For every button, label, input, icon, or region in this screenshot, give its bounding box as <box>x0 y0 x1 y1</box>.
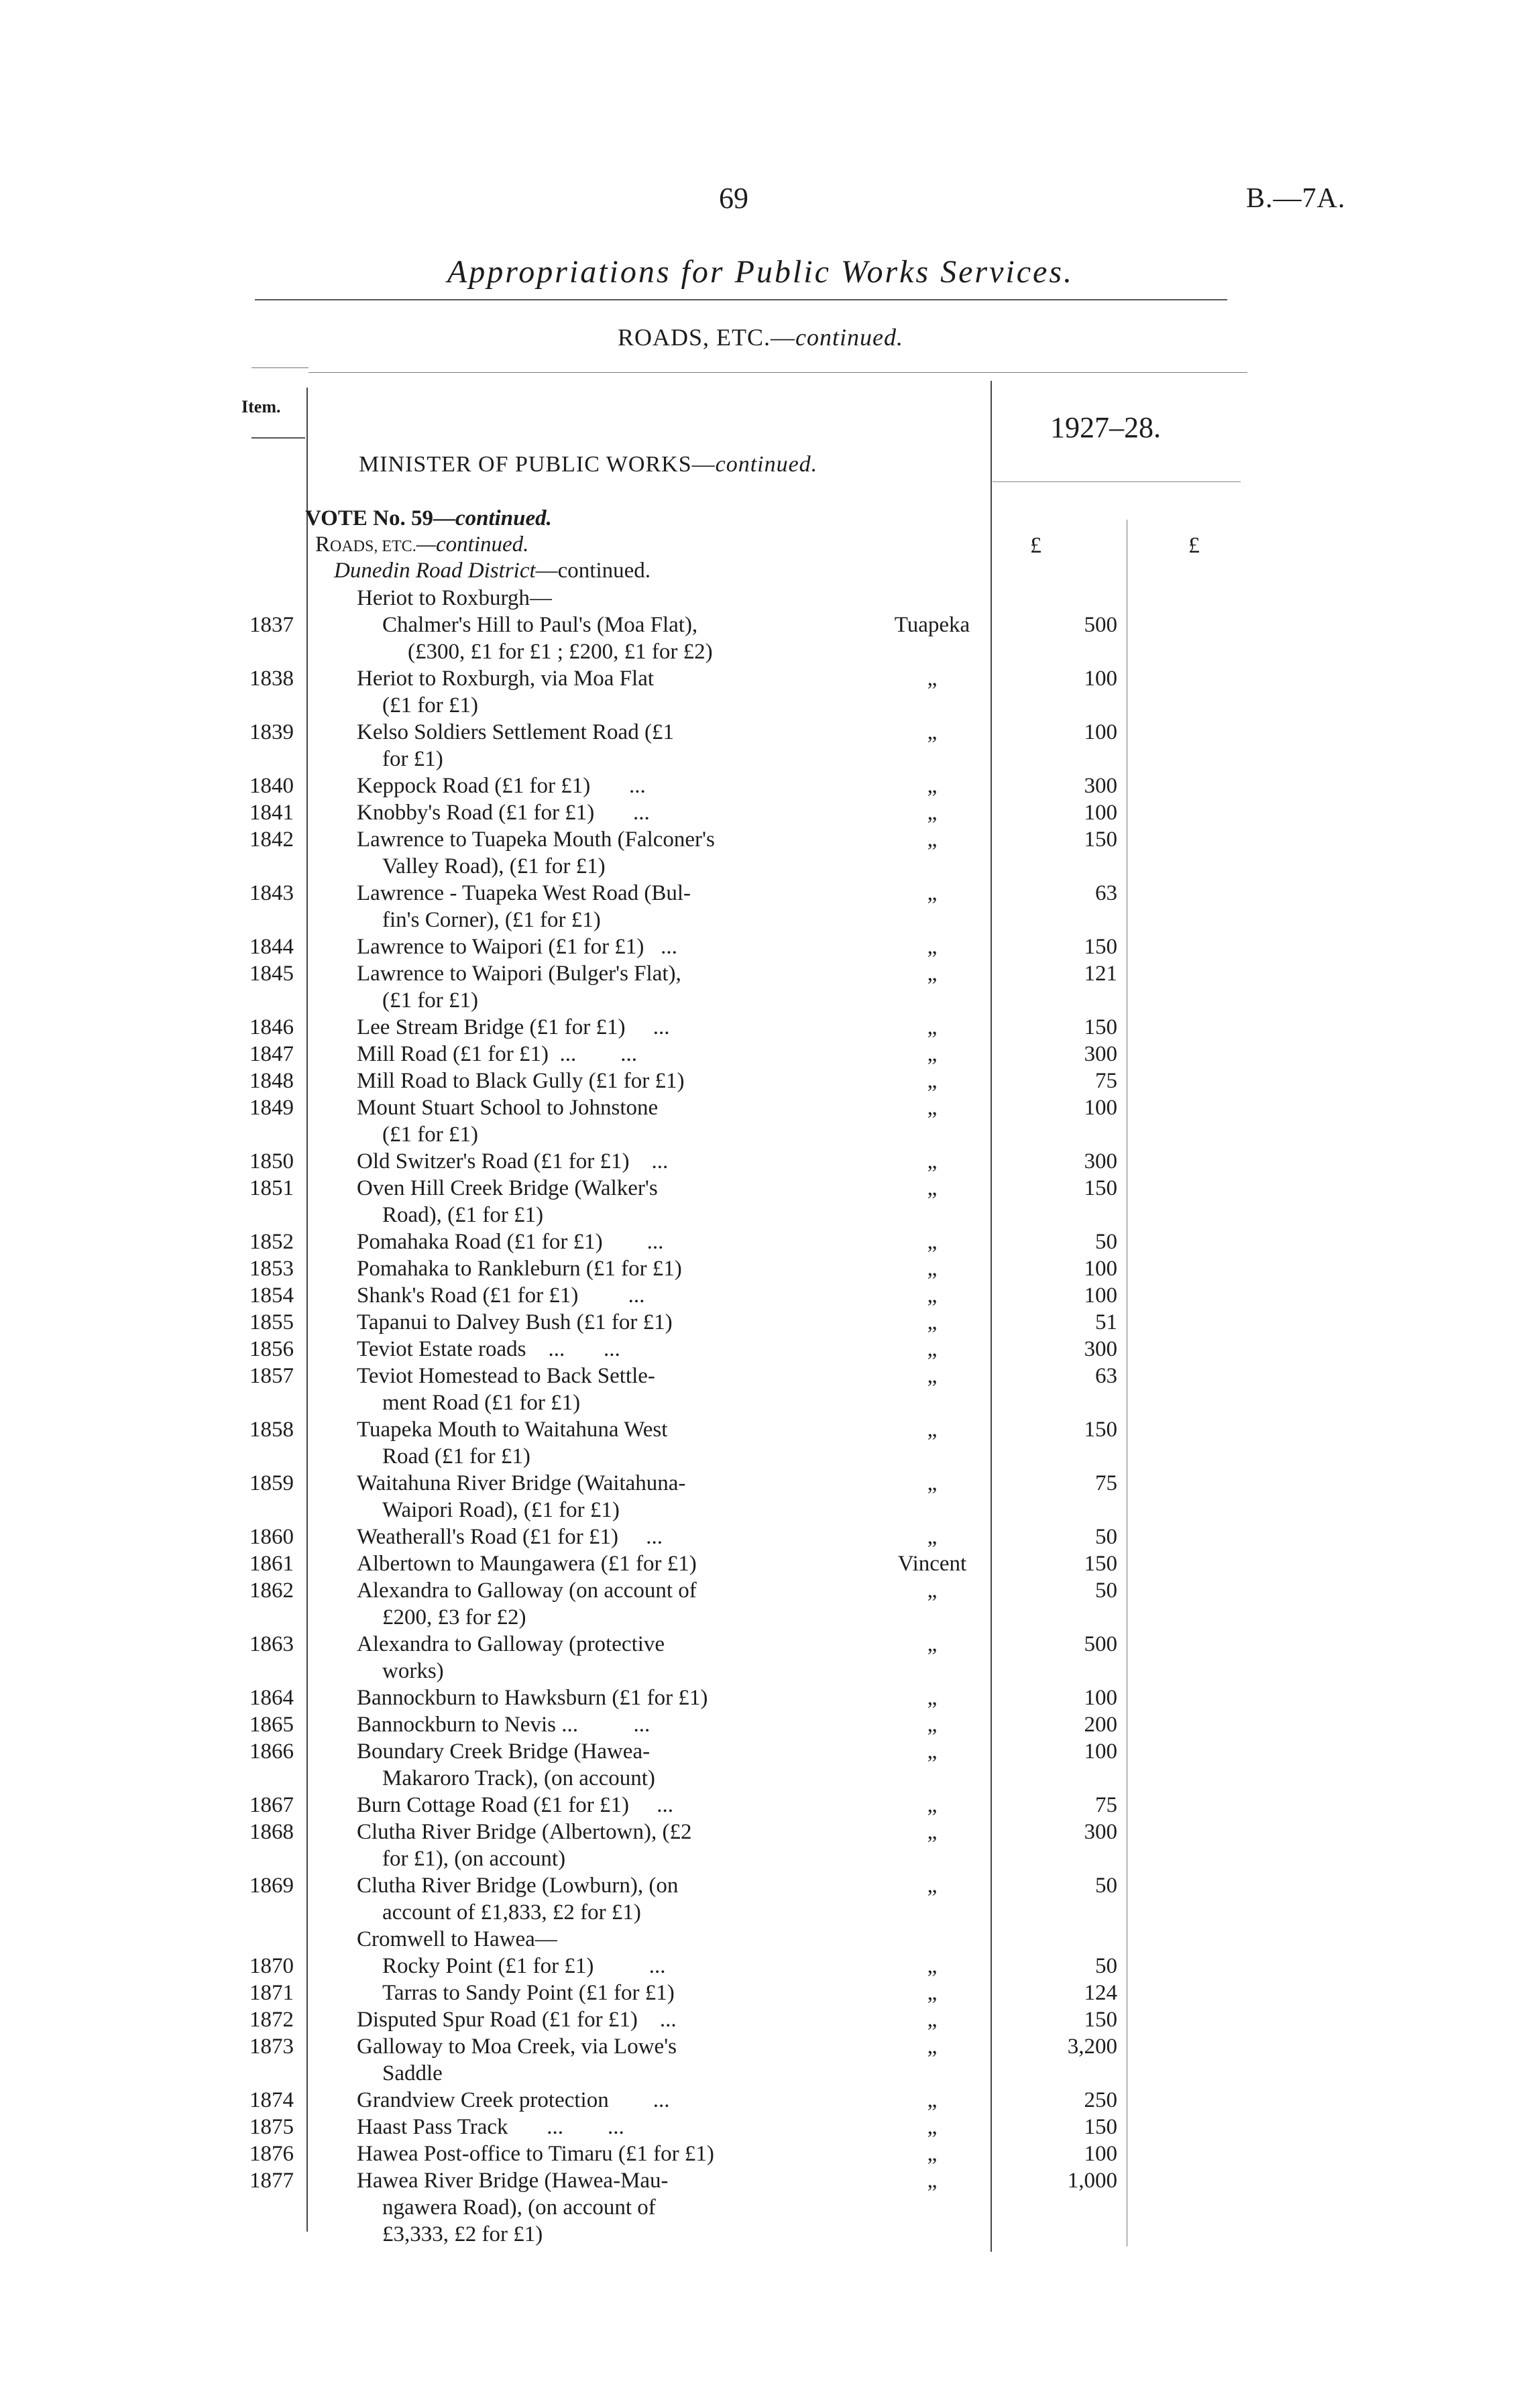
table-row <box>0 1336 1521 1363</box>
amount: 3,200 <box>1067 2034 1117 2059</box>
item-description: ngawera Road), (on account of <box>382 2195 656 2220</box>
table-row <box>0 585 1521 612</box>
item-description: Valley Road), (£1 for £1) <box>382 854 606 878</box>
item-number: 1868 <box>249 1820 294 1844</box>
amount: 100 <box>1084 1096 1117 1120</box>
table-row <box>0 1014 1521 1041</box>
item-description: (£1 for £1) <box>382 1123 478 1147</box>
pound-column-header: £ <box>1030 533 1041 558</box>
item-description: Albertown to Maungawera (£1 for £1) <box>357 1552 697 1576</box>
item-description: Rocky Point (£1 for £1) ... <box>382 1954 666 1978</box>
item-description: fin's Corner), (£1 for £1) <box>382 908 601 932</box>
item-description: Lee Stream Bridge (£1 for £1) ... <box>357 1015 670 1039</box>
district-location: „ <box>927 1686 938 1710</box>
item-number: 1873 <box>249 2034 294 2059</box>
table-row <box>0 2114 1521 2140</box>
district-location: „ <box>927 1713 938 1737</box>
table-row <box>0 1631 1521 1684</box>
item-number: 1860 <box>249 1525 294 1549</box>
district-location: „ <box>927 2034 938 2059</box>
item-number: 1870 <box>249 1954 294 1978</box>
district-location: „ <box>927 774 938 798</box>
table-row <box>0 2140 1521 2167</box>
section-continued: —continued. <box>416 532 529 557</box>
item-description: Hawea Post-office to Timaru (£1 for £1) <box>357 2142 714 2166</box>
item-number: 1839 <box>249 720 294 744</box>
table-row <box>0 772 1521 799</box>
amount: 124 <box>1084 1981 1117 2005</box>
item-description: Haast Pass Track ... ... <box>357 2115 624 2139</box>
item-number: 1851 <box>249 1176 294 1200</box>
item-description: for £1), (on account) <box>382 1847 566 1871</box>
district-location: „ <box>927 2115 938 2139</box>
item-description: Tapanui to Dalvey Bush (£1 for £1) <box>357 1310 673 1334</box>
item-number: 1861 <box>249 1552 294 1576</box>
district-location: „ <box>927 881 938 905</box>
item-description: Makaroro Track), (on account) <box>382 1766 655 1790</box>
item-description: Teviot Estate roads ... ... <box>357 1337 620 1361</box>
item-description: Mill Road (£1 for £1) ... ... <box>357 1042 637 1066</box>
item-description: Clutha River Bridge (Albertown), (£2 <box>357 1820 692 1844</box>
amount: 150 <box>1084 1176 1117 1200</box>
item-number: 1837 <box>249 613 294 637</box>
amount: 200 <box>1084 1713 1117 1737</box>
district-location: „ <box>927 1525 938 1549</box>
table-row <box>0 880 1521 933</box>
item-number: 1850 <box>249 1149 294 1173</box>
item-description: Boundary Creek Bridge (Hawea- <box>357 1739 651 1764</box>
minister-heading <box>359 452 818 477</box>
item-number: 1853 <box>249 1257 294 1281</box>
table-row <box>0 2006 1521 2033</box>
amount: 51 <box>1095 1310 1117 1334</box>
table-row <box>0 1470 1521 1524</box>
item-description: Keppock Road (£1 for £1) ... <box>357 774 646 798</box>
amount: 75 <box>1095 1793 1117 1817</box>
item-description: Waitahuna River Bridge (Waitahuna- <box>357 1471 686 1495</box>
item-description: Road (£1 for £1) <box>382 1444 530 1469</box>
item-description: (£300, £1 for £1 ; £200, £1 for £2) <box>408 640 713 664</box>
item-description: Heriot to Roxburgh— <box>357 586 552 610</box>
district-location: „ <box>927 1230 938 1254</box>
vote-heading <box>305 506 552 531</box>
district-location: „ <box>927 1632 938 1656</box>
item-number: 1869 <box>249 1874 294 1898</box>
item-number: 1844 <box>249 935 294 959</box>
amount: 150 <box>1084 2115 1117 2139</box>
item-number: 1854 <box>249 1283 294 1308</box>
table-row <box>0 1228 1521 1255</box>
table-row <box>0 1738 1521 1792</box>
amount: 75 <box>1095 1471 1117 1495</box>
amount: 300 <box>1084 1149 1117 1173</box>
district-heading <box>334 559 651 583</box>
district-location: „ <box>927 1337 938 1361</box>
district-location: „ <box>927 667 938 691</box>
amount: 100 <box>1084 667 1117 691</box>
table-row <box>0 612 1521 665</box>
item-description: Waipori Road), (£1 for £1) <box>382 1498 620 1522</box>
district-location: „ <box>927 2169 938 2193</box>
item-description: Hawea River Bridge (Hawea-Mau- <box>357 2169 669 2193</box>
section-subtitle <box>0 323 1521 351</box>
item-description: ment Road (£1 for £1) <box>382 1391 581 1415</box>
table-row <box>0 799 1521 826</box>
amount: 50 <box>1095 1954 1117 1978</box>
district-location: „ <box>927 2008 938 2032</box>
amount: 150 <box>1084 827 1117 852</box>
item-description: Saddle <box>382 2061 443 2085</box>
item-number: 1843 <box>249 881 294 905</box>
amount: 63 <box>1095 881 1117 905</box>
item-number: 1846 <box>249 1015 294 1039</box>
item-number: 1855 <box>249 1310 294 1334</box>
item-description: Heriot to Roxburgh, via Moa Flat <box>357 667 655 691</box>
amount: 63 <box>1095 1364 1117 1388</box>
district-location: „ <box>927 1471 938 1495</box>
district-location: „ <box>927 1364 938 1388</box>
table-row <box>0 1255 1521 1282</box>
item-number: 1858 <box>249 1418 294 1442</box>
table-row <box>0 1309 1521 1336</box>
table-top-rule-left <box>251 367 308 368</box>
district-location: „ <box>927 1579 938 1603</box>
item-number: 1875 <box>249 2115 294 2139</box>
item-number: 1867 <box>249 1793 294 1817</box>
subtitle-main: ROADS, ETC.— <box>618 324 796 351</box>
item-number: 1865 <box>249 1713 294 1737</box>
item-description: Weatherall's Road (£1 for £1) ... <box>357 1525 663 1549</box>
minister-main: MINISTER OF PUBLIC WORKS— <box>359 452 716 477</box>
pound-total-column-header: £ <box>1188 533 1200 558</box>
district-location: „ <box>927 1418 938 1442</box>
item-number: 1838 <box>249 667 294 691</box>
item-number: 1842 <box>249 827 294 852</box>
item-number: 1877 <box>249 2169 294 2193</box>
table-row <box>0 826 1521 880</box>
item-number: 1840 <box>249 774 294 798</box>
item-number: 1857 <box>249 1364 294 1388</box>
amount: 150 <box>1084 1418 1117 1442</box>
item-description: Teviot Homestead to Back Settle- <box>357 1364 655 1388</box>
item-description: Disputed Spur Road (£1 for £1) ... <box>357 2008 677 2032</box>
title-rule <box>255 299 1227 300</box>
section-cap: R <box>315 532 331 557</box>
table-row <box>0 2033 1521 2087</box>
item-number: 1876 <box>249 2142 294 2166</box>
item-number: 1848 <box>249 1069 294 1093</box>
table-row <box>0 2167 1521 2248</box>
amount: 100 <box>1084 1283 1117 1308</box>
item-description: Galloway to Moa Creek, via Lowe's <box>357 2034 677 2059</box>
amount: 100 <box>1084 1739 1117 1764</box>
district-location: Vincent <box>897 1552 967 1576</box>
amount: 100 <box>1084 2142 1117 2166</box>
item-description: Kelso Soldiers Settlement Road (£1 <box>357 720 674 744</box>
page-title: Appropriations for Public Works Services. <box>447 254 1074 290</box>
section-small: OADS, ETC. <box>330 538 416 555</box>
district-location: „ <box>927 1310 938 1334</box>
amount: 100 <box>1084 720 1117 744</box>
year-header-rule <box>993 481 1241 482</box>
table-row <box>0 1550 1521 1577</box>
item-description: works) <box>382 1659 444 1683</box>
table-row <box>0 1041 1521 1068</box>
amount: 300 <box>1084 774 1117 798</box>
item-number: 1862 <box>249 1579 294 1603</box>
amount: 250 <box>1084 2088 1117 2112</box>
item-number: 1852 <box>249 1230 294 1254</box>
fiscal-year-header: 1927–28. <box>1050 411 1161 444</box>
item-number: 1866 <box>249 1739 294 1764</box>
table-row <box>0 1792 1521 1819</box>
item-description: Pomahaka Road (£1 for £1) ... <box>357 1230 664 1254</box>
district-location: „ <box>927 801 938 825</box>
district-location: „ <box>927 720 938 744</box>
table-row <box>0 1175 1521 1228</box>
amount: 75 <box>1095 1069 1117 1093</box>
item-description: Road), (£1 for £1) <box>382 1203 544 1227</box>
table-row <box>0 1148 1521 1175</box>
table-row <box>0 1577 1521 1631</box>
district-location: „ <box>927 1820 938 1844</box>
item-description: Lawrence to Waipori (£1 for £1) ... <box>357 935 677 959</box>
amount: 150 <box>1084 1015 1117 1039</box>
item-description: Shank's Road (£1 for £1) ... <box>357 1283 645 1308</box>
district-location: „ <box>927 2088 938 2112</box>
district-location: „ <box>927 1954 938 1978</box>
item-column-header: Item. <box>241 397 281 416</box>
item-description: Lawrence to Tuapeka Mouth (Falconer's <box>357 827 715 852</box>
item-description: Lawrence to Waipori (Bulger's Flat), <box>357 962 681 986</box>
table-row <box>0 1684 1521 1711</box>
item-number: 1841 <box>249 801 294 825</box>
table-row <box>0 1819 1521 1872</box>
item-description: (£1 for £1) <box>382 693 478 718</box>
item-description: Lawrence - Tuapeka West Road (Bul- <box>357 881 691 905</box>
table-row <box>0 1980 1521 2006</box>
amount: 300 <box>1084 1820 1117 1844</box>
district-location: „ <box>927 1042 938 1066</box>
amount: 1,000 <box>1067 2169 1117 2193</box>
district-location: „ <box>927 1149 938 1173</box>
item-description: Burn Cottage Road (£1 for £1) ... <box>357 1793 674 1817</box>
item-number: 1871 <box>249 1981 294 2005</box>
table-row <box>0 665 1521 719</box>
item-description: Chalmer's Hill to Paul's (Moa Flat), <box>382 613 698 637</box>
amount: 100 <box>1084 1686 1117 1710</box>
item-description: Cromwell to Hawea— <box>357 1927 557 1951</box>
vote-main: VOTE No. 59— <box>305 506 455 530</box>
amount: 50 <box>1095 1874 1117 1898</box>
district-location: „ <box>927 1283 938 1308</box>
table-row <box>0 1872 1521 1926</box>
subtitle-continued: continued. <box>795 324 903 351</box>
item-description: Mount Stuart School to Johnstone <box>357 1096 659 1120</box>
district-location: „ <box>927 1981 938 2005</box>
table-row <box>0 1282 1521 1309</box>
item-description: for £1) <box>382 747 443 771</box>
table-top-rule <box>308 372 1247 373</box>
section-heading <box>315 532 528 557</box>
item-description: Clutha River Bridge (Lowburn), (on <box>357 1874 679 1898</box>
table-row <box>0 1363 1521 1416</box>
district-location: „ <box>927 1793 938 1817</box>
item-description: Oven Hill Creek Bridge (Walker's <box>357 1176 658 1200</box>
amount: 100 <box>1084 801 1117 825</box>
district-location: „ <box>927 935 938 959</box>
district-location: „ <box>927 2142 938 2166</box>
item-description: Old Switzer's Road (£1 for £1) ... <box>357 1149 669 1173</box>
table-row <box>0 1926 1521 1953</box>
table-row <box>0 1524 1521 1550</box>
table-row <box>0 1711 1521 1738</box>
item-description: Alexandra to Galloway (protective <box>357 1632 665 1656</box>
item-description: Grandview Creek protection ... <box>357 2088 670 2112</box>
item-number: 1847 <box>249 1042 294 1066</box>
amount: 500 <box>1084 1632 1117 1656</box>
minister-continued: continued. <box>715 452 818 477</box>
amount: 300 <box>1084 1042 1117 1066</box>
amount: 121 <box>1084 962 1117 986</box>
table-row <box>0 2087 1521 2114</box>
item-description: £3,333, £2 for £1) <box>382 2222 543 2246</box>
item-description: (£1 for £1) <box>382 988 478 1013</box>
table-row <box>0 719 1521 772</box>
item-description: account of £1,833, £2 for £1) <box>382 1900 641 1925</box>
table-row <box>0 960 1521 1014</box>
item-number: 1872 <box>249 2008 294 2032</box>
district-location: „ <box>927 962 938 986</box>
amount: 50 <box>1095 1525 1117 1549</box>
district-location: „ <box>927 1096 938 1120</box>
item-description: Bannockburn to Nevis ... ... <box>357 1713 651 1737</box>
district-location: „ <box>927 1874 938 1898</box>
table-row <box>0 1094 1521 1148</box>
vote-continued: continued. <box>455 506 552 530</box>
amount: 500 <box>1084 613 1117 637</box>
document-reference: B.—7A. <box>1246 183 1346 214</box>
item-number: 1864 <box>249 1686 294 1710</box>
item-number: 1849 <box>249 1096 294 1120</box>
item-description: Mill Road to Black Gully (£1 for £1) <box>357 1069 685 1093</box>
district-continued: —continued. <box>535 559 651 583</box>
item-header-rule <box>251 437 305 439</box>
table-row <box>0 1068 1521 1094</box>
item-number: 1856 <box>249 1337 294 1361</box>
item-description: Knobby's Road (£1 for £1) ... <box>357 801 650 825</box>
district-location: „ <box>927 827 938 852</box>
item-description: £200, £3 for £2) <box>382 1605 526 1629</box>
amount: 50 <box>1095 1579 1117 1603</box>
item-description: Alexandra to Galloway (on account of <box>357 1579 697 1603</box>
district-location: Tuapeka <box>894 613 970 637</box>
item-description: Tuapeka Mouth to Waitahuna West <box>357 1418 668 1442</box>
amount: 150 <box>1084 1552 1117 1576</box>
item-description: Pomahaka to Rankleburn (£1 for £1) <box>357 1257 682 1281</box>
district-location: „ <box>927 1739 938 1764</box>
district-location: „ <box>927 1015 938 1039</box>
amount: 150 <box>1084 935 1117 959</box>
page-number: 69 <box>719 182 748 215</box>
amount: 100 <box>1084 1257 1117 1281</box>
item-number: 1845 <box>249 962 294 986</box>
item-description: Tarras to Sandy Point (£1 for £1) <box>382 1981 675 2005</box>
amount: 150 <box>1084 2008 1117 2032</box>
district-location: „ <box>927 1257 938 1281</box>
table-row <box>0 933 1521 960</box>
item-description: Bannockburn to Hawksburn (£1 for £1) <box>357 1686 708 1710</box>
item-number: 1874 <box>249 2088 294 2112</box>
amount: 300 <box>1084 1337 1117 1361</box>
amount: 50 <box>1095 1230 1117 1254</box>
district-location: „ <box>927 1176 938 1200</box>
table-row <box>0 1953 1521 1980</box>
district-name: Dunedin Road District <box>334 559 536 583</box>
item-number: 1863 <box>249 1632 294 1656</box>
district-location: „ <box>927 1069 938 1093</box>
table-row <box>0 1416 1521 1470</box>
item-number: 1859 <box>249 1471 294 1495</box>
